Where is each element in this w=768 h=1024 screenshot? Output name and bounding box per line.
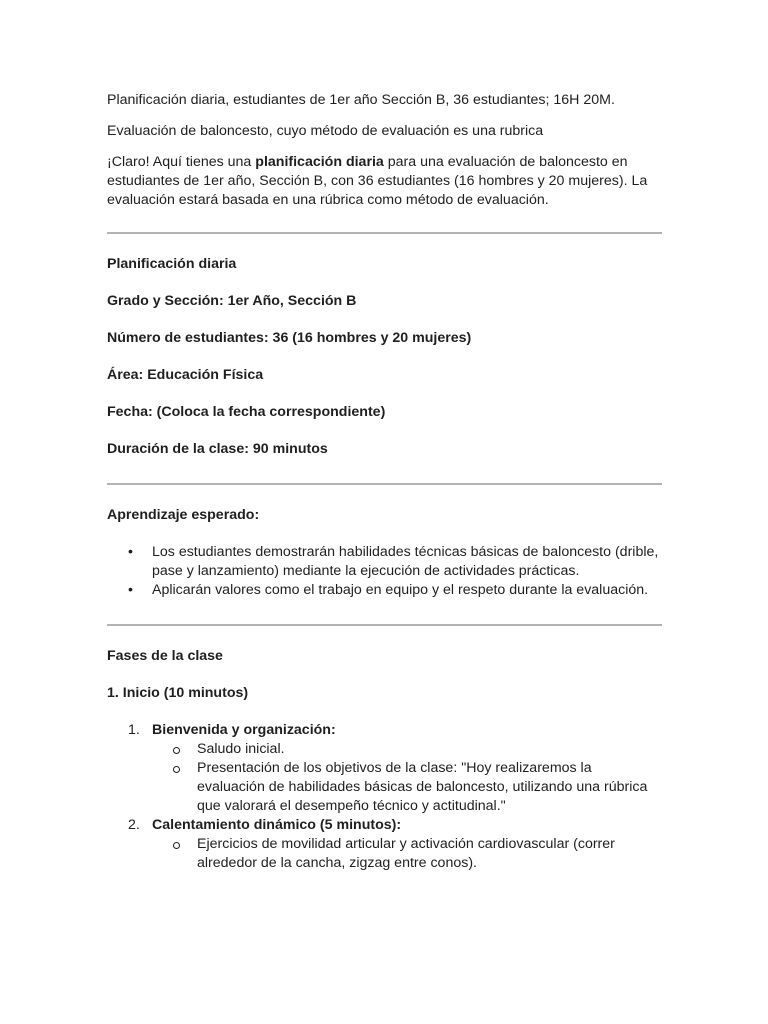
prompt-line-2: Evaluación de baloncesto, cuyo método de evaluación es una rubrica	[107, 123, 544, 139]
steps-list	[107, 721, 663, 873]
aprendizaje-list	[107, 543, 663, 600]
aprendizaje-section	[107, 506, 663, 600]
step-title: Calentamiento dinámico (5 minutos):	[152, 817, 402, 833]
divider	[107, 624, 662, 626]
document-content	[107, 91, 663, 873]
divider	[107, 232, 662, 234]
intro-text-end: para una evaluación de baloncesto en estudiantes de 1er año, Sección B, con 36 estudiantes (16 hombres y 20 mujeres). La evaluación estará basada en una rúbrica como método de evaluación.	[107, 154, 648, 208]
divider	[107, 483, 662, 485]
step-number: 2.	[128, 817, 140, 833]
fases-section	[107, 647, 663, 873]
plan-duracion: Duración de la clase: 90 minutos	[107, 441, 328, 457]
intro-text-start: ¡Claro! Aquí tienes una	[107, 154, 256, 170]
step-item	[107, 816, 663, 873]
plan-grado: Grado y Sección: 1er Año, Sección B	[107, 293, 357, 309]
prompt-line-1: Planificación diaria, estudiantes de 1er año Sección B, 36 estudiantes; 16H 20M.	[107, 92, 615, 108]
plan-title: Planificación diaria	[107, 256, 237, 272]
intro-text-bold: planificación diaria	[255, 154, 384, 170]
plan-area: Área: Educación Física	[107, 367, 264, 383]
list-item: • Los estudiantes demostrarán habilidades técnicas básicas de baloncesto (drible, pase y lanzamiento) mediante la ejecución de actividades prácticas.	[107, 543, 663, 581]
sub-list	[152, 835, 663, 873]
sub-list	[152, 740, 663, 816]
step-number: 1.	[128, 722, 140, 738]
plan-fecha: Fecha: (Coloca la fecha correspondiente)	[107, 404, 386, 420]
sub-item: Ejercicios de movilidad articular y activación cardiovascular (correr alrededor de la cancha, zigzag entre conos).	[152, 835, 663, 873]
step-item	[107, 721, 663, 816]
inicio-heading: 1. Inicio (10 minutos)	[107, 685, 249, 701]
fases-title: Fases de la clase	[107, 648, 223, 664]
aprendizaje-title: Aprendizaje esperado:	[107, 507, 260, 523]
sub-item: Presentación de los objetivos de la clase: "Hoy realizaremos la evaluación de habilidades básicas de baloncesto, utilizando una rúbrica que valorará el desempeño técnico y actitudinal."	[152, 759, 663, 816]
list-item: • Aplicarán valores como el trabajo en equipo y el respeto durante la evaluación.	[107, 581, 663, 600]
sub-item: Saludo inicial.	[152, 740, 663, 759]
plan-section	[107, 255, 663, 459]
intro-paragraph	[107, 153, 663, 210]
plan-numero: Número de estudiantes: 36 (16 hombres y 20 mujeres)	[107, 330, 472, 346]
step-title: Bienvenida y organización:	[152, 722, 336, 738]
